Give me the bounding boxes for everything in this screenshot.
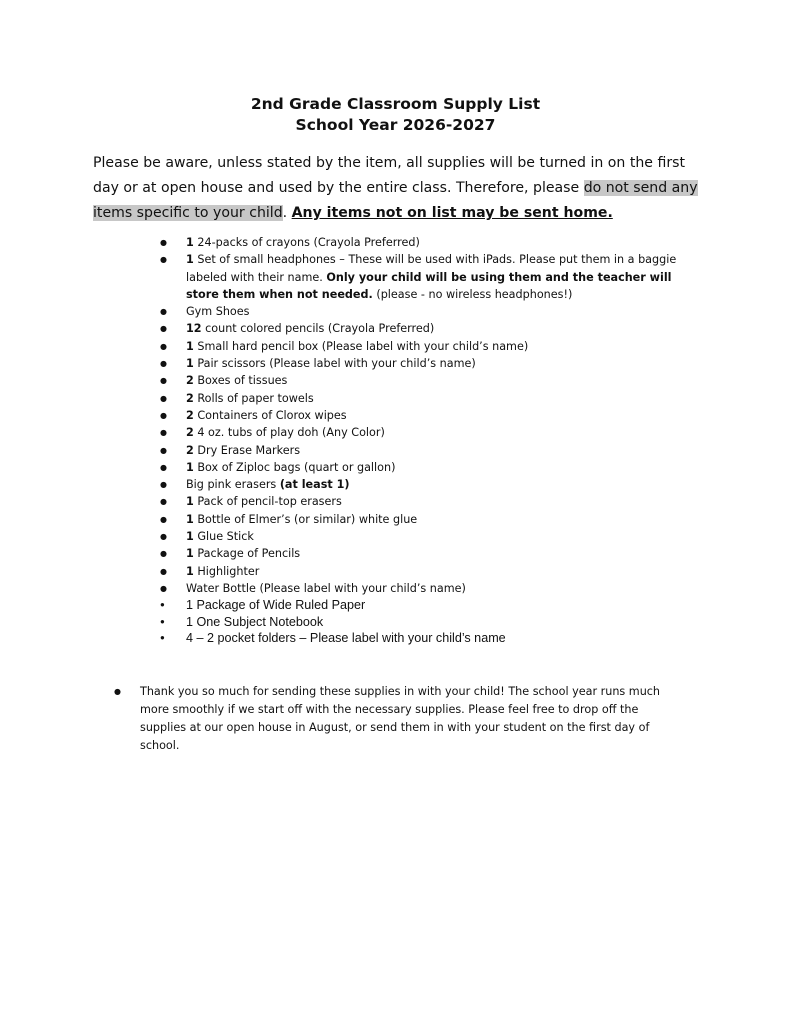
supply-item-qty: 2 <box>186 374 194 388</box>
supply-item-text: count colored pencils (Crayola Preferred) <box>201 322 435 336</box>
supply-item <box>160 234 700 251</box>
supply-item-text: Water Bottle (Please label with your child’s name) <box>186 581 466 595</box>
supply-item-qty: 1 <box>186 495 194 509</box>
supply-item <box>160 459 700 476</box>
bullet-icon: ● <box>160 600 165 610</box>
bullet-icon: ● <box>160 393 167 403</box>
intro-underline: Any items not on list may be sent home. <box>291 205 613 221</box>
supply-item-qty: 1 <box>186 530 194 544</box>
bullet-icon: ● <box>160 238 167 247</box>
supply-item-after: (please - no wireless headphones!) <box>372 287 573 301</box>
supply-item <box>160 372 700 389</box>
intro-paragraph <box>93 151 713 226</box>
bullet-icon: ● <box>160 532 167 542</box>
bullet-icon: ● <box>160 341 167 351</box>
supply-item <box>160 614 700 630</box>
bullet-icon: ● <box>160 566 167 576</box>
supply-item <box>160 493 700 510</box>
title-line-1: 2nd Grade Classroom Supply List <box>250 95 541 113</box>
bullet-icon: ● <box>160 514 167 524</box>
supply-item-text: Big pink erasers <box>186 478 280 492</box>
supply-item <box>160 424 700 441</box>
supply-item-qty: 1 <box>186 564 194 578</box>
supply-item-text: 1 One Subject Notebook <box>186 614 324 629</box>
supply-item-text: Highlighter <box>193 564 260 578</box>
supply-item <box>160 303 700 320</box>
bullet-icon: ● <box>160 632 165 642</box>
supply-item-text: Set of small headphones – These will be used with iPads. Please put them in a baggie labeled with their name. <box>186 253 677 284</box>
bullet-icon: ● <box>160 549 167 559</box>
supply-item-text: Small hard pencil box (Please label with your child’s name) <box>193 339 529 353</box>
supply-item-qty: 1 <box>186 236 194 249</box>
bullet-icon: ● <box>160 462 167 472</box>
bullet-icon: ● <box>160 428 167 438</box>
document-title <box>0 94 791 136</box>
bullet-icon: ● <box>160 616 165 626</box>
closing-note-text: Thank you so much for sending these supplies in with your child! The school year runs much more smoothly if we start off with the necessary supplies. Please feel free to drop off the supplies at our open house in August, or send them in with your student on the first day of school. <box>140 685 661 752</box>
supply-item <box>160 630 700 646</box>
supply-item <box>160 390 700 407</box>
supply-item <box>160 355 700 372</box>
supply-item <box>160 338 700 355</box>
supply-item-text: 4 – 2 pocket folders – Please label with your child’s name <box>186 630 506 645</box>
supply-item <box>160 597 700 613</box>
bullet-icon: ● <box>160 480 167 490</box>
bullet-icon: ● <box>160 376 167 386</box>
supply-item-text: 24-packs of crayons (Crayola Preferred) <box>193 236 420 249</box>
supply-item-qty: 2 <box>186 426 194 440</box>
supply-item <box>160 320 700 337</box>
bullet-icon: ● <box>160 583 167 593</box>
intro-after: . <box>282 205 292 221</box>
supply-item <box>160 511 700 528</box>
supply-item-qty: 1 <box>186 460 194 474</box>
supply-item <box>160 407 700 424</box>
bullet-icon: ● <box>160 410 167 420</box>
supply-item-qty: 2 <box>186 443 194 457</box>
bullet-icon: ● <box>114 687 121 696</box>
supply-item-text: 4 oz. tubs of play doh (Any Color) <box>193 426 385 440</box>
closing-note <box>114 683 680 755</box>
supply-item-qty: 1 <box>186 357 194 371</box>
supply-item-qty: 1 <box>186 339 194 353</box>
closing-list <box>114 683 680 755</box>
supply-item <box>160 442 700 459</box>
supply-item-text: Pair scissors (Please label with your child’s name) <box>193 357 476 371</box>
supply-item-text: Rolls of paper towels <box>193 391 314 405</box>
supply-item <box>160 476 700 493</box>
supply-item-qty: 1 <box>186 547 194 561</box>
supply-item-text: Box of Ziploc bags (quart or gallon) <box>193 460 396 474</box>
supply-item-text: Gym Shoes <box>186 305 250 319</box>
bullet-icon: ● <box>160 497 167 507</box>
supply-item <box>160 580 700 597</box>
supply-item-text: Pack of pencil-top erasers <box>193 495 342 509</box>
supply-item-text: Bottle of Elmer’s (or similar) white glue <box>193 512 418 526</box>
supply-item-bold: (at least 1) <box>279 478 350 492</box>
bullet-icon: ● <box>160 307 167 317</box>
supply-item <box>160 563 700 580</box>
supply-item <box>160 528 700 545</box>
intro-highlight: do not send any items specific to your child <box>93 180 698 221</box>
bullet-icon: ● <box>160 324 167 334</box>
supply-item-text: Dry Erase Markers <box>193 443 301 457</box>
supply-item-qty: 12 <box>186 322 202 336</box>
supply-item <box>160 545 700 562</box>
supply-item-text: Package of Pencils <box>193 547 301 561</box>
bullet-icon: ● <box>160 359 167 369</box>
supply-item-qty: 2 <box>186 391 194 405</box>
supply-item-qty: 1 <box>186 512 194 526</box>
supply-item-bold: Only your child will be using them and the teacher will store them when not needed. <box>186 270 672 301</box>
supply-item-text: Glue Stick <box>193 530 254 544</box>
supply-item-text: 1 Package of Wide Ruled Paper <box>186 598 366 613</box>
supply-list <box>160 234 700 646</box>
supply-item-qty: 2 <box>186 408 194 422</box>
bullet-icon: ● <box>160 255 167 265</box>
supply-item-text: Containers of Clorox wipes <box>193 408 347 422</box>
supply-item-text: Boxes of tissues <box>193 374 288 388</box>
title-line-2: School Year 2026-2027 <box>295 116 496 134</box>
supply-item <box>160 251 700 303</box>
intro-text: Please be aware, unless stated by the item, all supplies will be turned in on the first day or at open house and used by the entire class. Therefore, please <box>93 155 685 196</box>
bullet-icon: ● <box>160 445 167 455</box>
supply-item-qty: 1 <box>186 253 194 267</box>
